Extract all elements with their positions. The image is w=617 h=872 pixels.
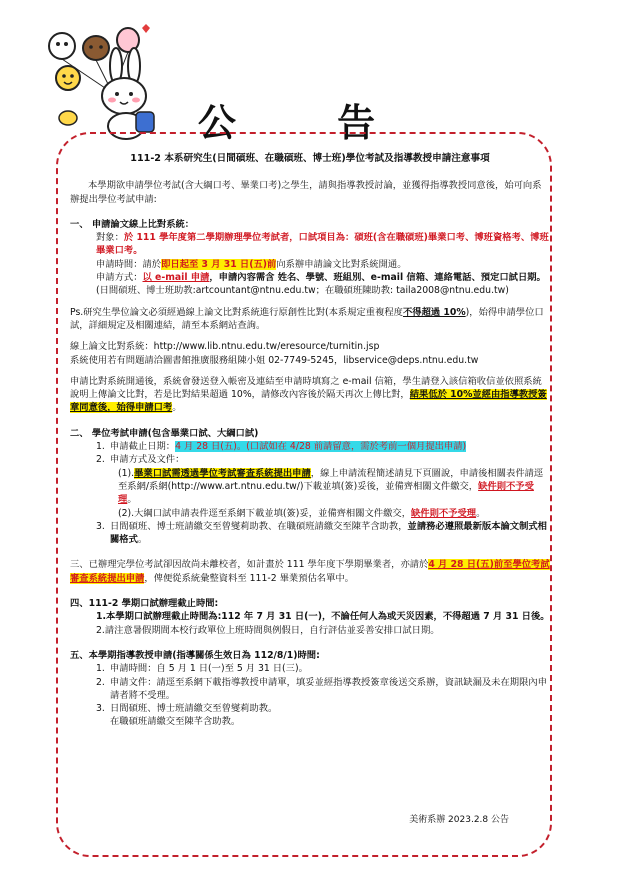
section-4-heading: 四、111-2 學期口試辦理截止時間: [70, 598, 219, 610]
section-4 [70, 597, 550, 637]
announcement-body [70, 152, 550, 729]
section-1-target: 對象：於 111 學年度第二學期辦理學位考試者，口試項目為：碩班(含在職碩班)畢業口考、博班資格考、博班畢業口考。 [96, 232, 549, 257]
section-3-text: 三、已辦理完學位考試卻因故尚未離校者，如計畫於 111 學年度下學期畢業者，亦請於4 月 28 日(五)前至學位考試審查系統提出申請，俾便從系統彙整資料至 111-2 畢業預估名單中。 [70, 559, 550, 584]
section-5 [70, 649, 550, 729]
section-1-contact: (日間碩班、博士班助教:artcountant@ntnu.edu.tw；在職碩班陳助教: taila2008@ntnu.edu.tw) [96, 285, 509, 297]
intro-paragraph: 本學期欲申請學位考試(含大綱口考、畢業口考)之學生，請與指導教授討論，並獲得指導教授同意後，始可向系辦提出學位考試申請: [70, 180, 542, 205]
section-3 [70, 558, 550, 585]
section-5-item-2: 2. 申請文件：請逕至系網下載指導教授申請單，填妥並經指導教授簽章後送交系辦，資訊缺漏及未在期限內申請者將不受理。 [96, 676, 547, 701]
library-contact: 系統使用若有問題請洽圖書館推廣服務組陳小姐 02-7749-5245，libservice@deps.ntnu.edu.tw [70, 354, 479, 366]
section-2-sub-2: (2).大綱口試申請表件逕至系網下載並填(簽)妥，並備齊相關文件繳交，缺件則不予受理。 [118, 507, 486, 519]
section-4-item-1: 1.本學期口試辦理截止時間為:112 年 7 月 31 日(一)，不論任何人為或天災因素，不得超過 7 月 31 日後。 [96, 611, 550, 623]
section-2-item-3: 3. 日間碩班、博士班請繳交至曾燮莉助教、在職碩班請繳交至陳芊含助教，並請務必遵照最新版本論文制式相關格式。 [96, 520, 547, 546]
section-5-item-1: 1. 申請時間：自 5 月 1 日(一)至 5 月 31 日(三)。 [96, 663, 308, 675]
section-2-item-2: 2. 申請方式及文件： [96, 454, 185, 466]
section-2-sub-1: (1).畢業口試需透過學位考試審查系統提出申請，線上申請流程簡述請見下頁圖說，申請後相關表件請逕至系網/系網(http://www.art.ntnu.edu.tw/)下載並填(簽)妥後，並備齊相關文件繳交，缺件則不予受理。 [118, 467, 544, 506]
ps-note: Ps.研究生學位論文必須經過線上論文比對系統進行原創性比對(本系規定重複程度不得超過 10%)，始得申請學位口試，詳細規定及相關連結，請至本系網站查詢。 [70, 306, 544, 331]
section-1-heading: 一、 申請論文線上比對系統： [70, 218, 195, 230]
after-activation-note: 申請比對系統開通後，系統會發送登入帳密及連結至申請時填寫之 e-mail 信箱，學生請登入該信箱收信並依照系統說明上傳論文比對，若是比對結果超過 10%，請修改內容後於隔天再次上傳比對，結果低於 10%並經由指導教授簽章同意後，始得申請口考。 [70, 375, 547, 414]
page-title: 公 告 [197, 100, 420, 145]
section-2 [70, 427, 550, 547]
section-2-heading: 二、 學位考試申請(包含畢業口試、大綱口試) [70, 427, 259, 439]
section-1-time: 申請時間：請於即日起至 3 月 31 日(五)前向系辦申請論文比對系統開通。 [96, 258, 407, 270]
section-1-method: 申請方式：以 e-mail 申請，申請內容需含 姓名、學號、班組別、e-mail 信箱、連絡電話、預定口試日期。 [96, 272, 546, 284]
footer-signature: 美術系辦 2023.2.8 公告 [409, 815, 509, 825]
section-5-item-3: 3. 日間碩班、博士班請繳交至曾燮莉助教。 在職碩班請繳交至陳芊含助教。 [96, 703, 278, 728]
section-5-heading: 五、本學期指導教授申請(指導關係生效日為 112/8/1)時間: [70, 649, 320, 661]
subtitle: 111-2 本系研究生(日間碩班、在職碩班、博士班)學位考試及指導教授申請注意事項 [130, 153, 490, 164]
turnitin-link: 線上論文比對系統：http://www.lib.ntnu.edu.tw/eresource/turnitin.jsp [70, 341, 380, 353]
section-4-item-2: 2.請注意暑假期間本校行政單位上班時間與例假日，自行評估並妥善安排口試日期。 [96, 624, 440, 636]
section-1 [70, 218, 550, 298]
section-2-item-1: 1. 申請截止日期：4 月 28 日(五)。(口試如在 4/28 前請留意，需於考前一個月提出申請) [96, 441, 467, 453]
